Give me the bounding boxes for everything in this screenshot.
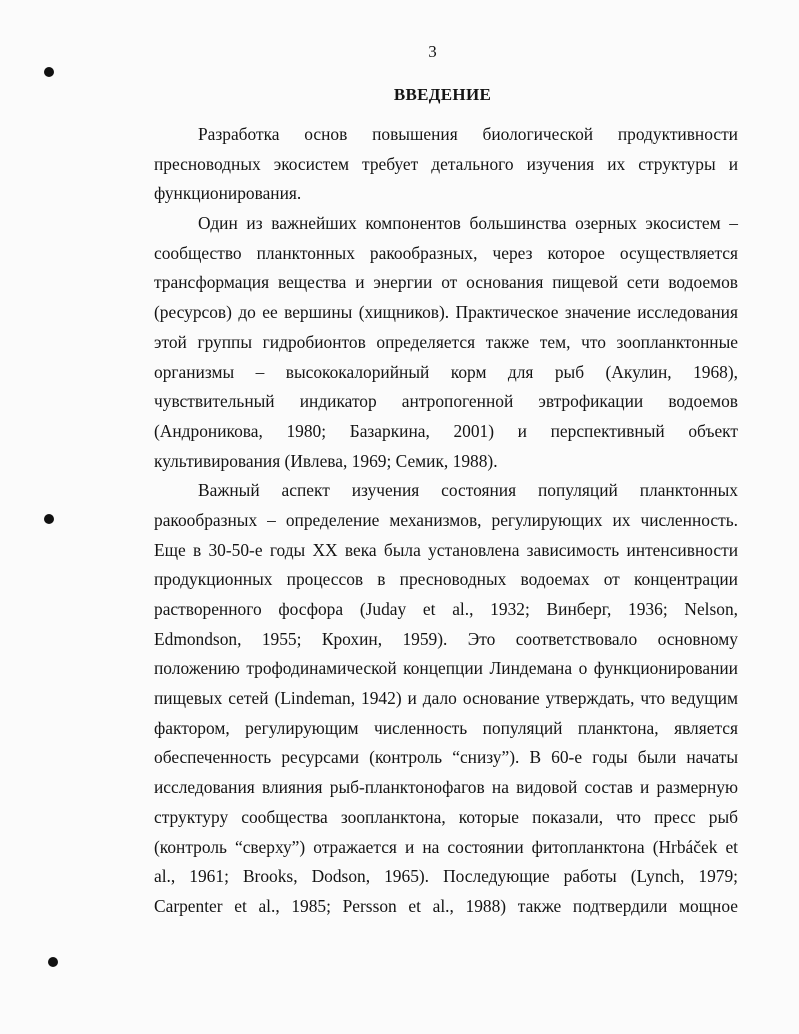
text-line: Еще в 30-50-е годы XX века была установлена зависимость интенсивности [154,539,738,560]
page-number: 3 [428,42,437,61]
text-line: структуру сообщества зоопланктона, которые показали, что пресс рыб [154,806,738,827]
text-line: фактором, регулирующим численность популяций планктона, является [154,717,738,738]
text-line: пищевых сетей (Lindeman, 1942) и дало основание утверждать, что ведущим [154,688,738,709]
text-line: (Андроникова, 1980; Базаркина, 2001) и перспективный объект [154,420,738,441]
text-line: Один из важнейших компонентов большинства озерных экосистем – [198,213,738,234]
section-heading: ВВЕДЕНИЕ [393,85,492,104]
text-line: исследования влияния рыб-планктонофагов на видовой состав и размерную [154,777,738,798]
body-text [154,120,738,922]
text-line: (контроль “сверху”) отражается и на состоянии фитопланктона (Hrbáček et [154,836,738,857]
text-line: пресноводных экосистем требует детального изучения их структуры и [154,153,738,174]
text-line: положению трофодинамической концепции Линдемана о функционировании [154,658,738,679]
text-line: ракообразных – определение механизмов, регулирующих их численность. [154,509,738,530]
text-line: функционирования. [154,183,302,204]
text-line: al., 1961; Brooks, Dodson, 1965). Последующие работы (Lynch, 1979; [154,866,738,887]
text-line: (ресурсов) до ее вершины (хищников). Практическое значение исследования [154,302,738,323]
text-line: Carpenter et al., 1985; Persson et al., 1988) также подтвердили мощное [154,895,738,916]
text-line: Разработка основ повышения биологической продуктивности [198,124,738,144]
text-line: чувствительный индикатор антропогенной эвтрофикации водоемов [154,391,738,412]
punch-hole-mark [48,957,58,967]
text-line: трансформация вещества и энергии от основания пищевой сети водоемов [154,272,738,293]
text-line: культивирования (Ивлева, 1969; Семик, 1988). [154,450,498,471]
text-line: обеспеченность ресурсами (контроль “снизу”). В 60-е годы были начаты [154,747,738,768]
punch-hole-mark [44,514,54,524]
text-line: Важный аспект изучения состояния популяций планктонных [198,480,738,501]
text-line: продукционных процессов в пресноводных водоемах от концентрации [154,569,738,590]
text-line: растворенного фосфора (Juday et al., 1932; Винберг, 1936; Nelson, [154,599,738,619]
text-line: Edmondson, 1955; Крохин, 1959). Это соответствовало основному [154,628,738,649]
punch-hole-mark [44,67,54,77]
text-line: сообщество планктонных ракообразных, через которое осуществляется [154,242,738,263]
text-line: этой группы гидробионтов определяется также тем, что зоопланктонные [154,331,738,352]
text-line: организмы – высококалорийный корм для рыб (Акулин, 1968), [154,361,738,382]
